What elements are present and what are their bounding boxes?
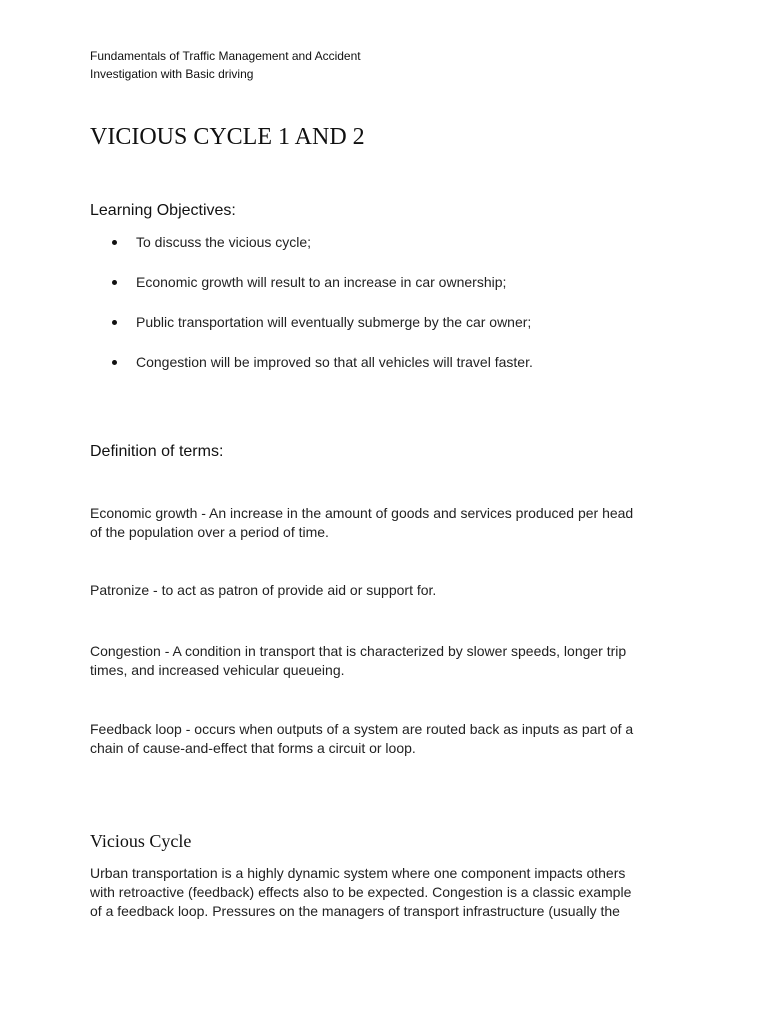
paragraph-line: with retroactive (feedback) effects also to be expected. Congestion is a classic example: [90, 884, 632, 900]
paragraph-line: times, and increased vehicular queueing.: [90, 662, 345, 678]
definition-patronize: [90, 581, 690, 600]
bullet-icon: [112, 360, 117, 365]
list-item: [90, 233, 533, 251]
running-header: [90, 47, 361, 83]
list-item-text: Economic growth will result to an increase in car ownership;: [136, 274, 507, 290]
objectives-list: [90, 233, 533, 393]
bullet-icon: [112, 320, 117, 325]
list-item-text: To discuss the vicious cycle;: [136, 234, 312, 250]
paragraph-line: of a feedback loop. Pressures on the managers of transport infrastructure (usually the: [90, 903, 620, 919]
paragraph-line: Patronize - to act as patron of provide aid or support for.: [90, 582, 437, 598]
list-item: [90, 273, 533, 291]
vicious-cycle-paragraph: [90, 864, 690, 921]
paragraph-line: Feedback loop - occurs when outputs of a system are routed back as inputs as part of a: [90, 721, 634, 737]
header-line-1: Fundamentals of Traffic Management and Accident: [90, 49, 361, 63]
paragraph-line: Urban transportation is a highly dynamic system where one component impacts others: [90, 865, 626, 881]
definition-feedback-loop: [90, 720, 690, 758]
bullet-icon: [112, 240, 117, 245]
list-item-text: Congestion will be improved so that all vehicles will travel faster.: [136, 354, 533, 370]
paragraph-line: Economic growth - An increase in the amount of goods and services produced per head: [90, 505, 634, 521]
list-item: [90, 313, 533, 331]
learning-objectives-heading: Learning Objectives:: [90, 202, 236, 219]
paragraph-line: chain of cause-and-effect that forms a circuit or loop.: [90, 740, 416, 756]
definition-of-terms-heading: Definition of terms:: [90, 443, 224, 460]
vicious-cycle-heading: Vicious Cycle: [90, 831, 192, 851]
header-line-2: Investigation with Basic driving: [90, 67, 254, 81]
list-item: [90, 353, 533, 371]
list-item-text: Public transportation will eventually submerge by the car owner;: [136, 314, 532, 330]
definition-economic-growth: [90, 504, 690, 542]
paragraph-line: Congestion - A condition in transport that is characterized by slower speeds, longer trip: [90, 643, 627, 659]
paragraph-line: of the population over a period of time.: [90, 524, 329, 540]
bullet-icon: [112, 280, 117, 285]
page-title: VICIOUS CYCLE 1 AND 2: [90, 124, 365, 150]
definition-congestion: [90, 642, 690, 680]
